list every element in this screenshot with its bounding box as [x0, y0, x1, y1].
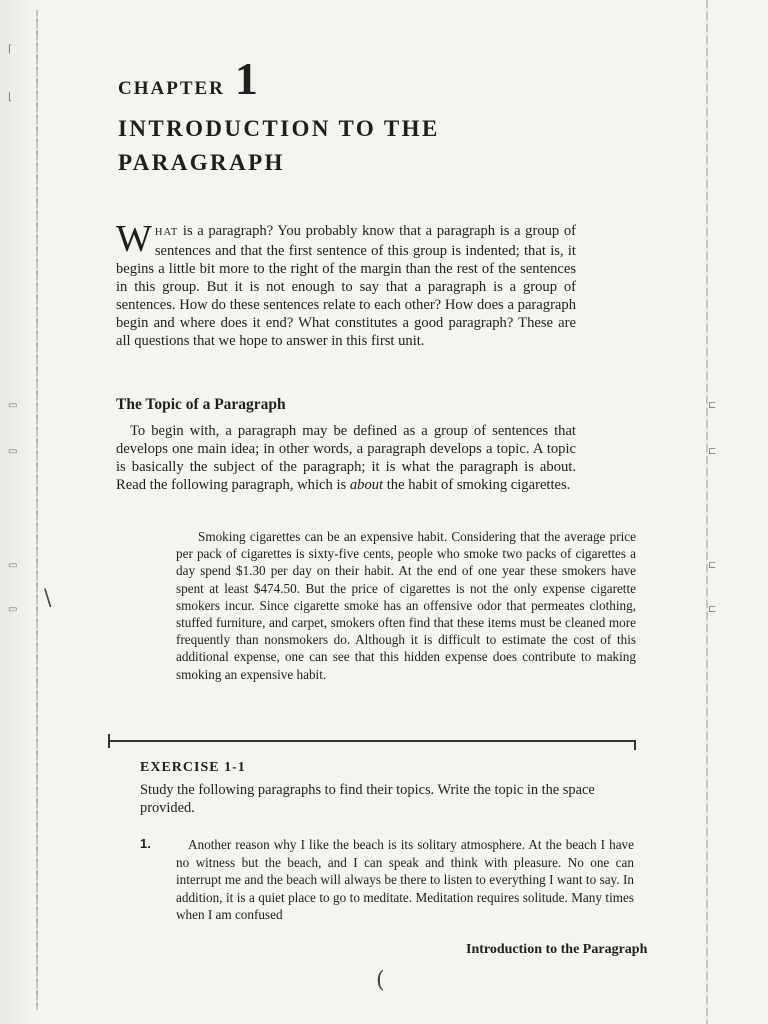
scan-left-margin [0, 0, 48, 1024]
chapter-number: 1 [234, 53, 258, 104]
example-paragraph: Smoking cigarettes can be an expensive habit. Considering that the average price per pack of cigarettes is sixty-five cents, people who smoke two packs of cigarettes a day spend $1.30 per day on their habit. At the end of one year these smokers have spent at least $474.50. But the price of cigarettes is not the only expense cigarette smokers incur. Since cigarette smoke has an offensive odor that permeates clothing, stuffed furniture, and carpet, smokers often find that these items must be cleaned more frequently than nonsmokers do. Although it is difficult to estimate the cost of this additional expense, one can see that this hidden expense does contribute to making smoking an expensive habit. [176, 529, 636, 682]
margin-mark: ▭ [8, 446, 18, 457]
section-body [116, 422, 576, 494]
margin-mark: ⊏ [708, 604, 717, 615]
margin-mark: ▭ [8, 560, 18, 571]
intro-paragraph [116, 218, 576, 350]
chapter-heading [118, 53, 258, 104]
margin-mark: ⊏ [708, 400, 717, 411]
running-footer: Introduction to the Paragraph [466, 942, 648, 957]
intro-text: is a paragraph? You probably know that a paragraph is a group of sentences and that the first sentence of this group is indented; that is, it begins a little bit more to the right of the margin than the rest of the sentences in this group. But it is not enough to say that a paragraph is a group of sentences. How do these sentences relate to each other? How does a paragraph begin and where does it end? What constitutes a good paragraph? These are all questions that we hope to answer in this first unit. [116, 223, 576, 349]
drop-cap: W [116, 218, 152, 260]
section-body-text-end: the habit of smoking cigarettes. [383, 477, 571, 493]
chapter-label: CHAPTER [118, 78, 225, 99]
scan-pen-mark: \ [44, 586, 52, 611]
intro-small-caps: HAT [154, 227, 179, 238]
margin-mark: ⌊ [8, 92, 12, 103]
margin-mark: ⌈ [8, 44, 12, 55]
page-edge-right [706, 0, 708, 1024]
scan-pen-mark: ( [376, 968, 385, 993]
section-body-emphasis: about [349, 477, 384, 493]
binding-shadow [36, 10, 38, 1010]
chapter-title-line: INTRODUCTION TO THE [118, 116, 440, 141]
exercise-item-number: 1. [140, 836, 151, 851]
margin-mark: ▭ [8, 604, 18, 615]
section-body-text: To begin with, a paragraph may be defined as a group of sentences that develops one main idea; in other words, a paragraph develops a topic. A topic is basically the subject of the paragraph; it is what the paragraph is about. Read the following paragraph, which is [116, 423, 576, 493]
exercise-rule [108, 740, 636, 743]
chapter-title [118, 112, 440, 180]
exercise-item-text: Another reason why I like the beach is its solitary atmosphere. At the beach I have no witness but the beach, and I can speak and think with pleasure. No one can interrupt me and the beach will always be there to listen to everything I want to say. In addition, it is a quiet place to go to meditate. Meditation requires solitude. Many times when I am confused [176, 837, 634, 923]
margin-mark: ⊏ [708, 560, 717, 571]
exercise-label: EXERCISE 1-1 [140, 760, 246, 775]
margin-mark: ⊏ [708, 446, 717, 457]
exercise-instructions: Study the following paragraphs to find their topics. Write the topic in the space provided. [140, 782, 595, 816]
chapter-title-line: PARAGRAPH [118, 150, 285, 175]
margin-mark: ▭ [8, 400, 18, 411]
exercise-rule-right [634, 740, 636, 750]
section-heading: The Topic of a Paragraph [116, 396, 286, 413]
